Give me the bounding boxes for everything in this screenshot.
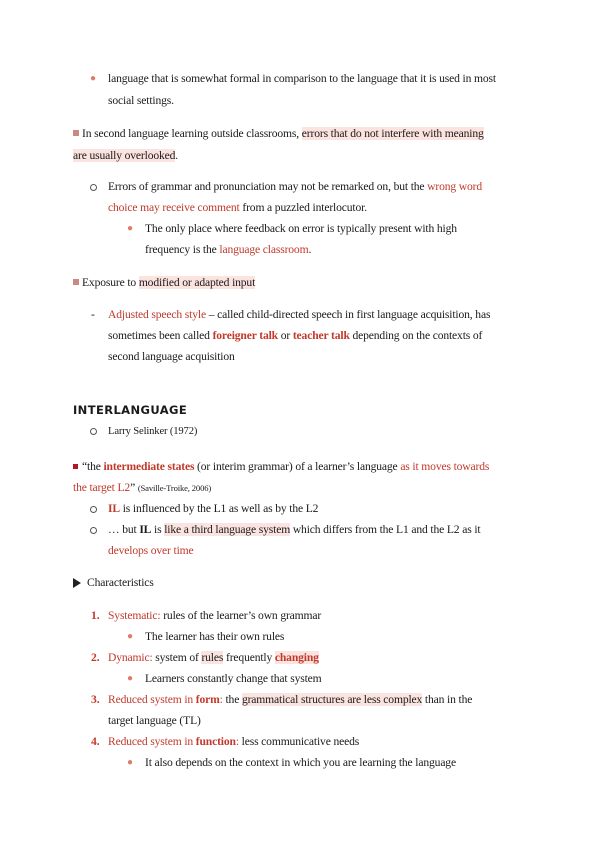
text-line: second language acquisition	[108, 350, 235, 363]
square-bullet	[73, 130, 79, 136]
text-line: It also depends on the context in which you are learning the language	[145, 756, 456, 769]
author-line: Larry Selinker (1972)	[108, 426, 198, 437]
list-number: 2.	[91, 651, 100, 664]
text-line: are usually overlooked.	[73, 149, 179, 162]
text-line: Learners constantly change that system	[145, 672, 322, 685]
circle-bullet	[90, 506, 97, 513]
circle-bullet	[90, 428, 97, 435]
list-item: Reduced system in form: the grammatical structures are less complex than in the	[108, 693, 473, 706]
text-line: Adjusted speech style – called child-directed speech in first language acquisition, has	[108, 308, 491, 321]
text-line: IL is influenced by the L1 as well as by the L2	[108, 502, 319, 515]
bullet-dot: ●	[127, 757, 134, 768]
dash-bullet: -	[91, 308, 95, 321]
circle-bullet	[90, 184, 97, 191]
text-line: the target L2” (Saville-Troike, 2006)	[73, 481, 212, 494]
text-line: The learner has their own rules	[145, 630, 285, 643]
text-line: choice may receive comment from a puzzled interlocutor.	[108, 201, 367, 214]
square-bullet	[73, 279, 79, 285]
paragraph-exposure: Exposure to modified or adapted input	[73, 276, 255, 290]
paragraph-errors-overlooked: In second language learning outside classrooms, errors that do not interfere with meaning	[73, 127, 484, 141]
text-line: Errors of grammar and pronunciation may not be remarked on, but the wrong word	[108, 180, 483, 193]
bullet-dot: ●	[90, 73, 97, 84]
text-line: The only place where feedback on error is typically present with high	[145, 222, 457, 235]
bullet-dot: ●	[127, 223, 134, 234]
text-line: develops over time	[108, 544, 194, 557]
text-line: social settings.	[108, 94, 174, 107]
text-line: language that is somewhat formal in comparison to the language that it is used in most	[108, 72, 496, 85]
characteristics-heading: Characteristics	[87, 576, 154, 589]
text-line: … but IL is like a third language system which differs from the L1 and the L2 as it	[108, 523, 481, 536]
square-bullet	[73, 464, 78, 469]
list-number: 1.	[91, 609, 100, 622]
circle-bullet	[90, 527, 97, 534]
section-heading-interlanguage: INTERLANGUAGE	[73, 403, 188, 417]
list-number: 3.	[91, 693, 100, 706]
list-item: Systematic: rules of the learner’s own grammar	[108, 609, 322, 622]
bullet-dot: ●	[127, 673, 134, 684]
text-line: target language (TL)	[108, 714, 201, 727]
bullet-dot: ●	[127, 631, 134, 642]
list-item: Reduced system in function: less communicative needs	[108, 735, 360, 748]
text-line: frequency is the language classroom.	[145, 243, 312, 256]
list-item: Dynamic: system of rules frequently changing	[108, 651, 319, 664]
list-number: 4.	[91, 735, 100, 748]
triangle-bullet-icon	[73, 578, 81, 588]
text-line: sometimes been called foreigner talk or teacher talk depending on the contexts of	[108, 329, 483, 342]
definition-quote: “the intermediate states (or interim grammar) of a learner’s language as it moves towards	[73, 460, 489, 474]
